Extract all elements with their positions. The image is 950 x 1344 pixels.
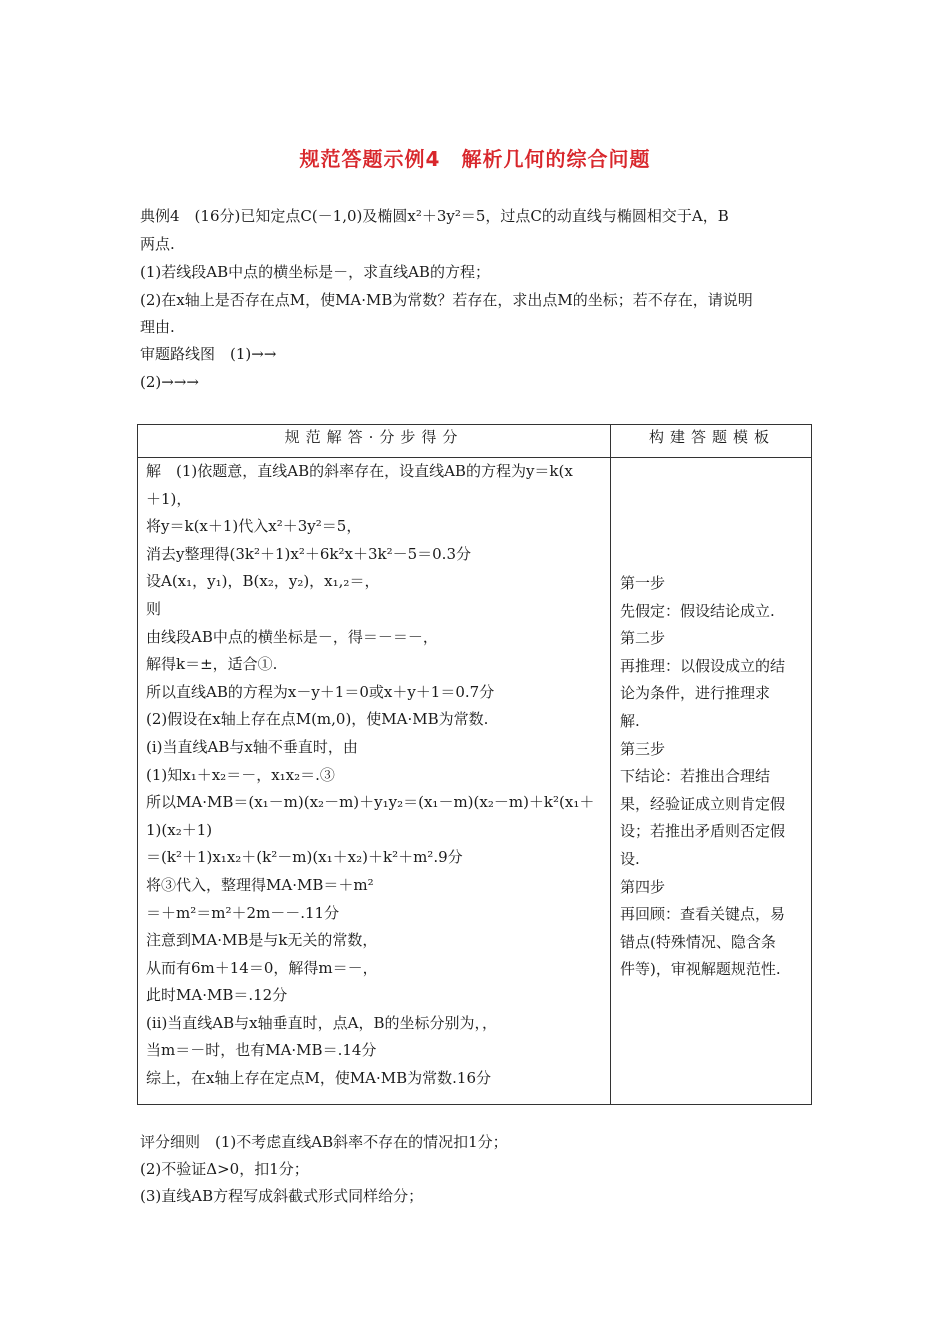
solution-line: 所以MA·MB＝(x₁－m)(x₂－m)＋y₁y₂＝(x₁－m)(x₂－m)＋k²(x₁＋ — [146, 793, 595, 812]
solution-table — [137, 424, 812, 1105]
template-line: 第三步 — [620, 739, 666, 758]
table-column-divider — [610, 425, 611, 1104]
solution-line: 当m＝－时，也有MA·MB＝.14分 — [146, 1041, 377, 1060]
solution-line: 综上，在x轴上存在定点M，使MA·MB为常数.16分 — [146, 1069, 492, 1088]
solution-column — [146, 458, 606, 1093]
header-answer-template: 构建答题模板 — [648, 428, 775, 446]
template-line: 错点(特殊情况、隐含条 — [620, 932, 776, 951]
solution-line: ＝＋m²＝m²＋2m－－.11分 — [146, 903, 340, 922]
solution-line: (ⅰ)当直线AB与x轴不垂直时，由 — [146, 737, 358, 756]
problem-line-2: 两点. — [140, 235, 175, 253]
problem-part-2: (2)在x轴上是否存在点M，使MA·MB为常数？若存在，求出点M的坐标；若不存在，请说明 — [140, 291, 753, 309]
problem-line-1: 典例4 (16分)已知定点C(－1,0)及椭圆x²＋3y²＝5，过点C的动直线与椭圆相交于A，B — [140, 207, 729, 225]
solution-line: 所以直线AB的方程为x－y＋1＝0或x＋y＋1＝0.7分 — [146, 682, 495, 701]
problem-part-2-cont: 理由. — [140, 318, 175, 336]
solution-line: 解 (1)依题意，直线AB的斜率存在，设直线AB的方程为y＝k(x — [146, 462, 573, 480]
solution-line: 此时MA·MB＝.12分 — [146, 986, 288, 1005]
template-line: 再推理：以假设成立的结 — [620, 656, 786, 675]
template-line: 解. — [620, 711, 640, 730]
solution-line: ＋1)， — [146, 489, 192, 508]
route-map-1: 审题路线图 (1)→→ — [140, 345, 277, 363]
scoring-line-2: (2)不验证Δ>0，扣1分； — [140, 1160, 309, 1178]
solution-line: (ⅱ)当直线AB与x轴垂直时，点A，B的坐标分别为，， — [146, 1013, 497, 1032]
template-line: 下结论：若推出合理结 — [620, 767, 771, 786]
solution-line: 解得k＝±，适合①. — [146, 655, 278, 674]
solution-line: 由线段AB中点的横坐标是－，得＝－＝－， — [146, 627, 438, 646]
solution-line: (2)假设在x轴上存在点M(m,0)，使MA·MB为常数. — [146, 710, 489, 729]
scoring-line-3: (3)直线AB方程写成斜截式形式同样给分； — [140, 1187, 424, 1205]
template-column — [620, 570, 808, 984]
scoring-line-1: 评分细则 (1)不考虑直线AB斜率不存在的情况扣1分； — [140, 1133, 508, 1151]
solution-line: 从而有6m＋14＝0，解得m＝－， — [146, 958, 378, 977]
solution-line: 将③代入，整理得MA·MB＝＋m² — [146, 875, 374, 894]
template-line: 件等)，审视解题规范性. — [620, 960, 781, 979]
route-map-2: (2)→→→ — [140, 373, 199, 391]
header-standard-solution: 规范解答·分步得分 — [284, 428, 464, 446]
solution-line: 1)(x₂＋1) — [146, 820, 213, 839]
solution-line: 设A(x₁，y₁)，B(x₂，y₂)，x₁,₂＝， — [146, 572, 380, 591]
page-title: 规范答题示例4 解析几何的综合问题 — [299, 147, 651, 171]
solution-line: 则 — [146, 599, 162, 618]
solution-line: (1)知x₁＋x₂＝－，x₁x₂＝.③ — [146, 765, 335, 784]
solution-line: 消去y整理得(3k²＋1)x²＋6k²x＋3k²－5＝0.3分 — [146, 544, 471, 563]
solution-line: 注意到MA·MB是与k无关的常数， — [146, 931, 378, 950]
problem-part-1: (1)若线段AB中点的横坐标是－，求直线AB的方程； — [140, 263, 490, 281]
template-line: 先假定：假设结论成立. — [620, 601, 775, 620]
template-line: 第四步 — [620, 877, 666, 896]
solution-line: ＝(k²＋1)x₁x₂＋(k²－m)(x₁＋x₂)＋k²＋m².9分 — [146, 848, 463, 867]
template-line: 再回顾：查看关键点，易 — [620, 905, 786, 924]
template-line: 论为条件，进行推理求 — [620, 684, 771, 703]
template-line: 第一步 — [620, 574, 666, 592]
template-line: 果，经验证成立则肯定假 — [620, 794, 786, 813]
template-line: 设；若推出矛盾则否定假 — [620, 822, 786, 841]
solution-line: 将y＝k(x＋1)代入x²＋3y²＝5， — [146, 517, 362, 536]
template-line: 第二步 — [620, 629, 666, 648]
template-line: 设. — [620, 849, 640, 868]
